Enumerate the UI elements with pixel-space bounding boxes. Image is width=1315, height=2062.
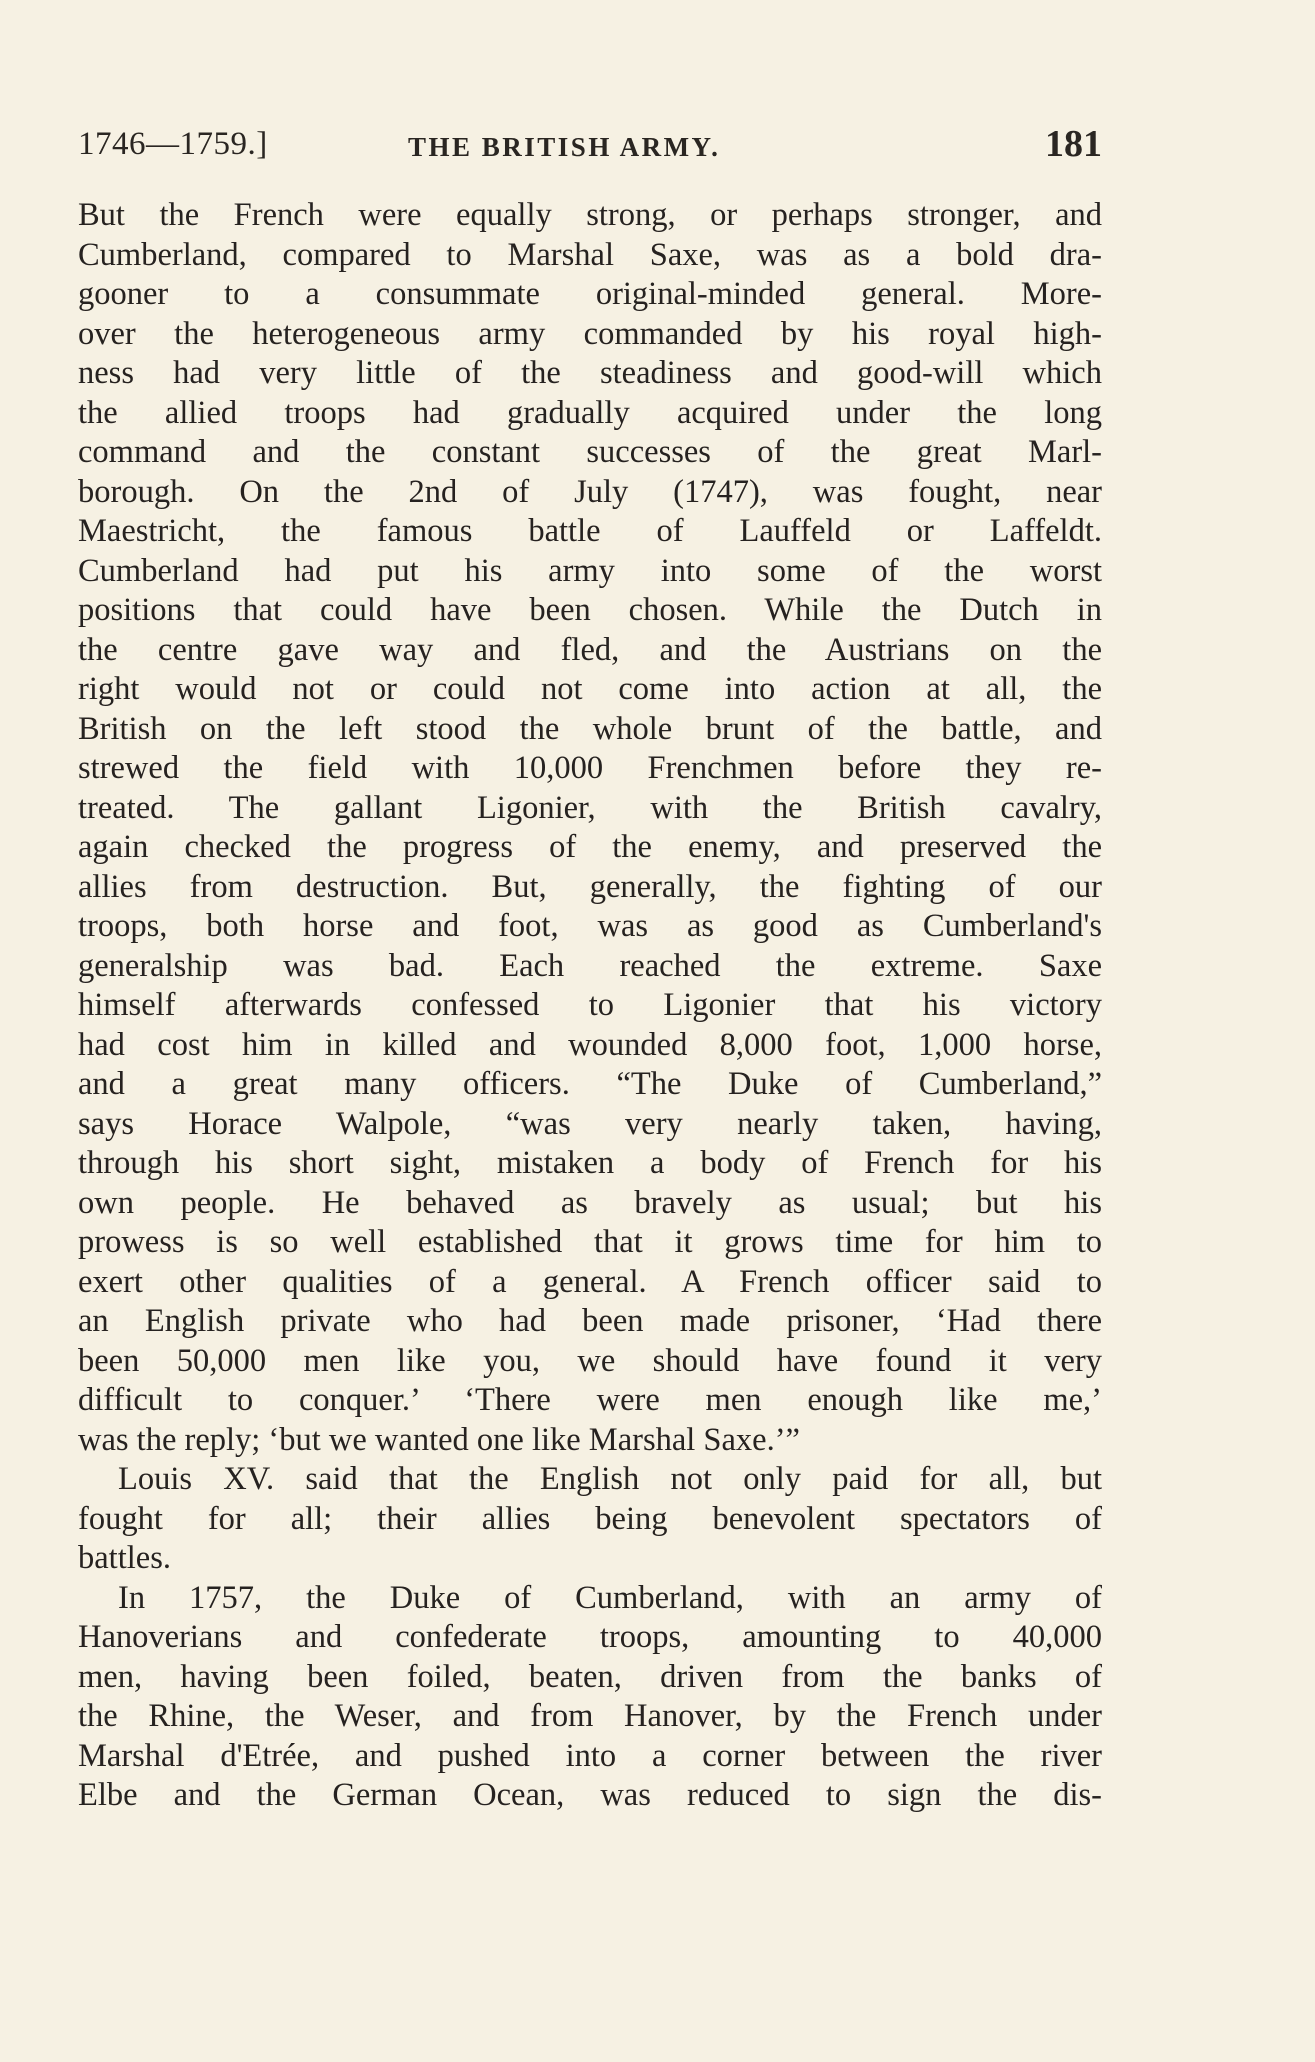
- text-line: Hanoverians and confederate troops, amounting to 40,000: [78, 1619, 1102, 1655]
- text-line: Elbe and the German Ocean, was reduced to sign the dis-: [78, 1777, 1102, 1813]
- running-head-title: THE BRITISH ARMY.: [408, 132, 721, 162]
- text-line: Cumberland had put his army into some of the worst: [78, 552, 1102, 589]
- text-line: the Rhine, the Weser, and from Hanover, by the French under: [78, 1698, 1102, 1734]
- text-line: the centre gave way and fled, and the Austrians on the: [78, 631, 1102, 668]
- text-line: strewed the field with 10,000 Frenchmen before they re-: [78, 750, 1102, 786]
- text-line: had cost him in killed and wounded 8,000 foot, 1,000 horse,: [78, 1026, 1102, 1063]
- text-line: treated. The gallant Ligonier, with the British cavalry,: [78, 789, 1102, 826]
- text-line: says Horace Walpole, “was very nearly taken, having,: [78, 1105, 1102, 1142]
- text-line: Marshal d'Etrée, and pushed into a corner between the river: [78, 1737, 1102, 1774]
- text-line: and a great many officers. “The Duke of Cumberland,”: [78, 1066, 1102, 1102]
- running-head: [78, 122, 1102, 172]
- text-line: over the heterogeneous army commanded by his royal high-: [78, 315, 1102, 352]
- text-line: difficult to conquer.’ ‘There were men enough like me,’: [78, 1382, 1102, 1418]
- text-line: again checked the progress of the enemy, and preserved the: [78, 829, 1102, 865]
- text-line: Cumberland, compared to Marshal Saxe, was as a bold dra-: [78, 236, 1102, 273]
- running-head-years: 1746—1759.]: [78, 126, 268, 162]
- body-text: [78, 196, 1102, 1816]
- text-line: own people. He behaved as bravely as usual; but his: [78, 1184, 1102, 1221]
- text-line: men, having been foiled, beaten, driven from the banks of: [78, 1658, 1102, 1695]
- text-line: right would not or could not come into action at all, the: [78, 671, 1102, 707]
- text-line: been 50,000 men like you, we should have found it very: [78, 1342, 1102, 1379]
- text-line: an English private who had been made prisoner, ‘Had there: [78, 1303, 1102, 1339]
- text-line: prowess is so well established that it grows time for him to: [78, 1224, 1102, 1260]
- text-line: himself afterwards confessed to Ligonier that his victory: [78, 987, 1102, 1023]
- text-line: fought for all; their allies being benevolent spectators of: [78, 1500, 1102, 1537]
- text-line: ness had very little of the steadiness and good-will which: [78, 355, 1102, 391]
- text-line: allies from destruction. But, generally, the fighting of our: [78, 868, 1102, 905]
- text-line: command and the constant successes of the great Marl-: [78, 434, 1102, 470]
- text-line: was the reply; ‘but we wanted one like Marshal Saxe.’”: [78, 1421, 800, 1458]
- text-line: Louis XV. said that the English not only paid for all, but: [118, 1461, 1102, 1497]
- text-line: battles.: [78, 1540, 171, 1576]
- text-line: British on the left stood the whole brunt of the battle, and: [78, 710, 1102, 747]
- text-line: troops, both horse and foot, was as good as Cumberland's: [78, 908, 1102, 944]
- page-number: 181: [1045, 123, 1102, 165]
- text-line: But the French were equally strong, or perhaps stronger, and: [78, 197, 1102, 233]
- text-line: positions that could have been chosen. While the Dutch in: [78, 592, 1102, 628]
- text-line: generalship was bad. Each reached the extreme. Saxe: [78, 947, 1102, 984]
- text-line: exert other qualities of a general. A French officer said to: [78, 1263, 1102, 1300]
- text-line: Maestricht, the famous battle of Lauffeld or Laffeldt.: [78, 513, 1102, 549]
- text-line: In 1757, the Duke of Cumberland, with an army of: [118, 1579, 1102, 1616]
- text-line: gooner to a consummate original-minded general. More-: [78, 276, 1102, 312]
- text-line: the allied troops had gradually acquired under the long: [78, 394, 1102, 431]
- text-line: borough. On the 2nd of July (1747), was fought, near: [78, 473, 1102, 510]
- text-line: through his short sight, mistaken a body of French for his: [78, 1145, 1102, 1181]
